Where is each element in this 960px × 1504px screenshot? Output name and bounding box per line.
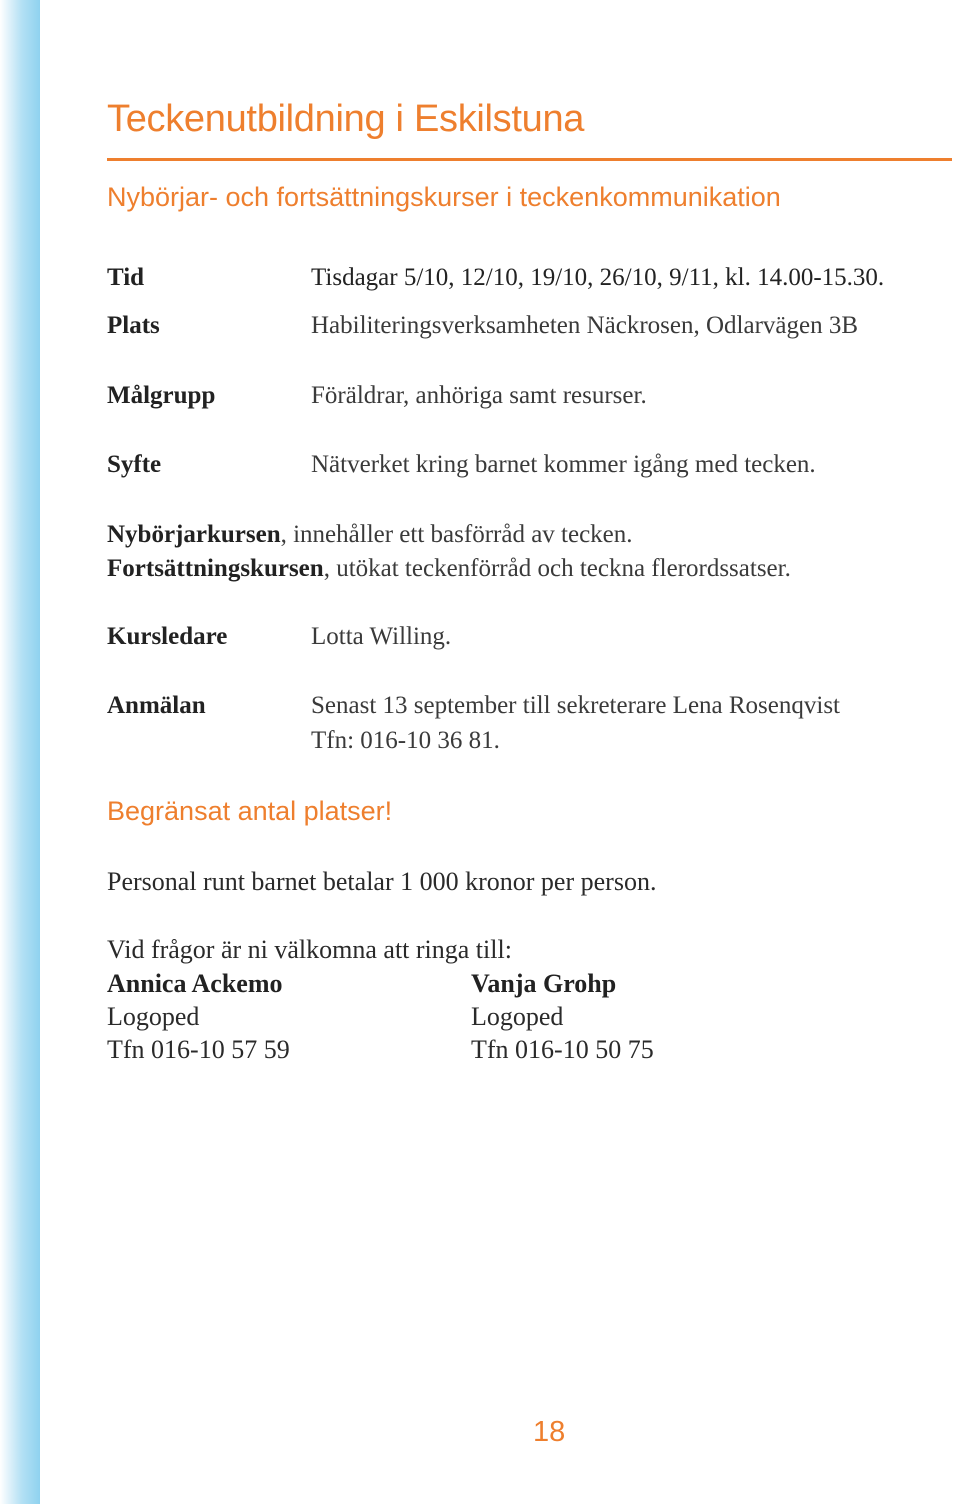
kursledare-label: Kursledare	[107, 623, 228, 650]
page-subtitle: Nybörjar- och fortsättningskurser i teckenkommunikation	[107, 182, 781, 212]
anmalan-value: Senast 13 september till sekreterare Lena Rosenqvist	[311, 692, 841, 719]
syfte-label: Syfte	[107, 451, 162, 478]
beginner-course-name: Nybörjarkursen	[107, 521, 281, 548]
limited-seats-notice: Begränsat antal platser!	[107, 796, 393, 826]
page-number: 18	[533, 1416, 566, 1448]
anmalan-phone: Tfn: 016-10 36 81.	[311, 727, 500, 754]
continuation-course-text: , utökat teckenförråd och teckna flerordssatser.	[323, 555, 791, 582]
continuation-course-name: Fortsättningskursen	[107, 555, 324, 582]
title-divider	[107, 158, 952, 161]
tid-value: Tisdagar 5/10, 12/10, 19/10, 26/10, 9/11, kl. 14.00-15.30.	[311, 264, 885, 291]
contact-phone: Tfn 016-10 57 59	[107, 1035, 290, 1064]
contact-name: Vanja Grohp	[471, 969, 617, 998]
plats-value: Habiliteringsverksamheten Näckrosen, Odlarvägen 3B	[311, 312, 859, 339]
syfte-value: Nätverket kring barnet kommer igång med tecken.	[311, 451, 816, 478]
contact-role: Logoped	[107, 1002, 200, 1031]
beginner-course-line	[107, 521, 633, 549]
continuation-course-line	[107, 555, 791, 583]
anmalan-label: Anmälan	[107, 692, 206, 719]
contact-name: Annica Ackemo	[107, 969, 283, 998]
tid-label: Tid	[107, 264, 145, 291]
contact-role: Logoped	[471, 1002, 564, 1031]
malgrupp-label: Målgrupp	[107, 382, 216, 409]
contact-intro: Vid frågor är ni välkomna att ringa till:	[107, 935, 512, 964]
plats-label: Plats	[107, 312, 160, 339]
malgrupp-value: Föräldrar, anhöriga samt resurser.	[311, 382, 647, 409]
page-title: Teckenutbildning i Eskilstuna	[107, 98, 585, 140]
decorative-side-bar	[0, 0, 40, 1504]
beginner-course-text: , innehåller ett basförråd av tecken.	[280, 521, 633, 548]
kursledare-value: Lotta Willing.	[311, 623, 452, 650]
fee-text: Personal runt barnet betalar 1 000 kronor per person.	[107, 867, 657, 896]
contact-phone: Tfn 016-10 50 75	[471, 1035, 654, 1064]
